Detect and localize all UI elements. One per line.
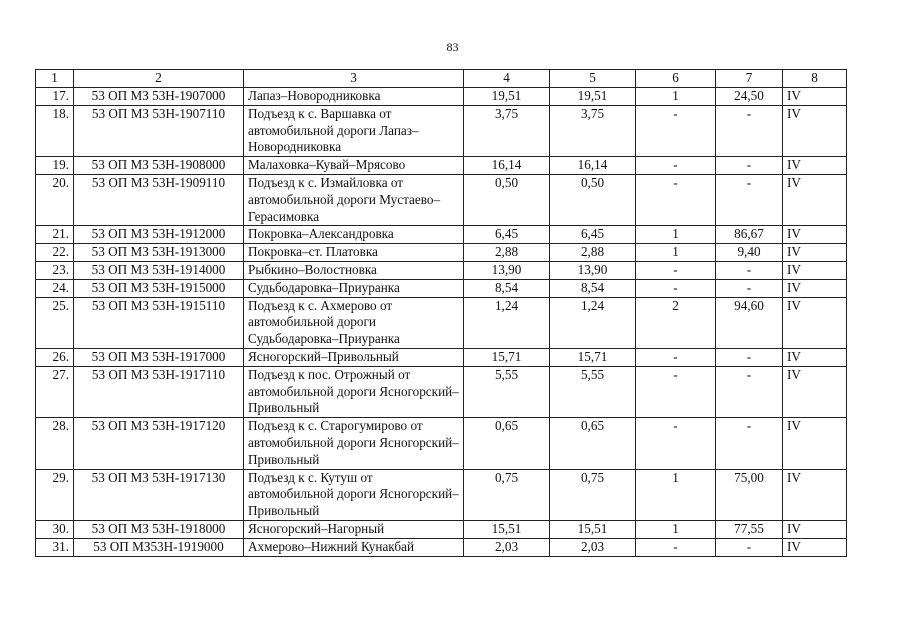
- length-regional-cell: 3,75: [550, 105, 636, 156]
- bridges-count-cell: 2: [636, 297, 716, 348]
- bridges-length-cell: 75,00: [716, 469, 783, 520]
- table-row: [36, 469, 847, 520]
- row-number-cell: 20.: [36, 174, 74, 225]
- length-regional-cell: 2,88: [550, 244, 636, 262]
- category-cell: IV: [783, 538, 847, 556]
- category-cell: IV: [783, 157, 847, 175]
- category-cell: IV: [783, 279, 847, 297]
- road-id-cell: 53 ОП МЗ 53Н-1917120: [74, 418, 244, 469]
- road-id-cell: 53 ОП МЗ 53Н-1909110: [74, 174, 244, 225]
- bridges-count-cell: -: [636, 105, 716, 156]
- row-number-cell: 30.: [36, 520, 74, 538]
- length-cell: 2,03: [464, 538, 550, 556]
- bridges-count-cell: -: [636, 157, 716, 175]
- row-number-cell: 29.: [36, 469, 74, 520]
- table-row: [36, 418, 847, 469]
- bridges-count-cell: -: [636, 279, 716, 297]
- road-name-cell: Ясногорский–Привольный: [244, 348, 464, 366]
- table-body: [36, 88, 847, 557]
- length-regional-cell: 19,51: [550, 88, 636, 106]
- category-cell: IV: [783, 244, 847, 262]
- category-cell: IV: [783, 226, 847, 244]
- table-row: [36, 157, 847, 175]
- row-number-cell: 22.: [36, 244, 74, 262]
- bridges-length-cell: 94,60: [716, 297, 783, 348]
- length-regional-cell: 8,54: [550, 279, 636, 297]
- length-regional-cell: 0,65: [550, 418, 636, 469]
- bridges-count-cell: 1: [636, 226, 716, 244]
- bridges-length-cell: -: [716, 174, 783, 225]
- road-id-cell: 53 ОП МЗ 53Н-1907000: [74, 88, 244, 106]
- column-header: 4: [464, 70, 550, 88]
- length-regional-cell: 0,50: [550, 174, 636, 225]
- road-name-cell: Малаховка–Кувай–Мрясово: [244, 157, 464, 175]
- column-header: 6: [636, 70, 716, 88]
- table-row: [36, 105, 847, 156]
- length-regional-cell: 15,71: [550, 348, 636, 366]
- row-number-cell: 17.: [36, 88, 74, 106]
- column-header: 7: [716, 70, 783, 88]
- row-number-cell: 18.: [36, 105, 74, 156]
- header-row: [36, 70, 847, 88]
- length-cell: 5,55: [464, 366, 550, 417]
- length-regional-cell: 6,45: [550, 226, 636, 244]
- table-row: [36, 520, 847, 538]
- row-number-cell: 26.: [36, 348, 74, 366]
- category-cell: IV: [783, 366, 847, 417]
- category-cell: IV: [783, 348, 847, 366]
- road-name-cell: Подъезд к с. Старогумирово от автомобильной дороги Ясногорский–Привольный: [244, 418, 464, 469]
- length-regional-cell: 2,03: [550, 538, 636, 556]
- road-id-cell: 53 ОП МЗ 53Н-1915110: [74, 297, 244, 348]
- bridges-count-cell: 1: [636, 469, 716, 520]
- bridges-length-cell: -: [716, 279, 783, 297]
- category-cell: IV: [783, 174, 847, 225]
- bridges-length-cell: 24,50: [716, 88, 783, 106]
- bridges-length-cell: -: [716, 157, 783, 175]
- column-header: 2: [74, 70, 244, 88]
- length-cell: 8,54: [464, 279, 550, 297]
- length-regional-cell: 0,75: [550, 469, 636, 520]
- table-row: [36, 348, 847, 366]
- bridges-count-cell: -: [636, 418, 716, 469]
- length-cell: 1,24: [464, 297, 550, 348]
- bridges-count-cell: -: [636, 366, 716, 417]
- length-cell: 2,88: [464, 244, 550, 262]
- length-cell: 15,71: [464, 348, 550, 366]
- row-number-cell: 31.: [36, 538, 74, 556]
- length-cell: 16,14: [464, 157, 550, 175]
- bridges-count-cell: 1: [636, 520, 716, 538]
- road-id-cell: 53 ОП МЗ 53Н-1918000: [74, 520, 244, 538]
- length-cell: 19,51: [464, 88, 550, 106]
- bridges-count-cell: -: [636, 538, 716, 556]
- column-header: 3: [244, 70, 464, 88]
- row-number-cell: 21.: [36, 226, 74, 244]
- road-id-cell: 53 ОП МЗ 53Н-1915000: [74, 279, 244, 297]
- road-id-cell: 53 ОП МЗ 53Н-1913000: [74, 244, 244, 262]
- road-id-cell: 53 ОП МЗ 53Н-1917130: [74, 469, 244, 520]
- length-cell: 0,75: [464, 469, 550, 520]
- road-name-cell: Рыбкино–Волостновка: [244, 261, 464, 279]
- roads-table: [35, 69, 847, 557]
- bridges-count-cell: -: [636, 261, 716, 279]
- row-number-cell: 19.: [36, 157, 74, 175]
- bridges-count-cell: -: [636, 348, 716, 366]
- category-cell: IV: [783, 297, 847, 348]
- row-number-cell: 28.: [36, 418, 74, 469]
- road-id-cell: 53 ОП МЗ 53Н-1912000: [74, 226, 244, 244]
- road-id-cell: 53 ОП МЗ 53Н-1908000: [74, 157, 244, 175]
- bridges-length-cell: -: [716, 418, 783, 469]
- row-number-cell: 27.: [36, 366, 74, 417]
- length-regional-cell: 1,24: [550, 297, 636, 348]
- road-name-cell: Подъезд к с. Измайловка от автомобильной дороги Мустаево–Герасимовка: [244, 174, 464, 225]
- road-name-cell: Подъезд к с. Кутуш от автомобильной дороги Ясногорский–Привольный: [244, 469, 464, 520]
- table-row: [36, 244, 847, 262]
- bridges-length-cell: -: [716, 105, 783, 156]
- page-number: 83: [446, 40, 459, 54]
- road-id-cell: 53 ОП МЗ 53Н-1914000: [74, 261, 244, 279]
- road-id-cell: 53 ОП МЗ 53Н-1907110: [74, 105, 244, 156]
- road-name-cell: Ясногорский–Нагорный: [244, 520, 464, 538]
- bridges-length-cell: -: [716, 538, 783, 556]
- bridges-length-cell: 9,40: [716, 244, 783, 262]
- length-cell: 6,45: [464, 226, 550, 244]
- road-name-cell: Судьбодаровка–Приуранка: [244, 279, 464, 297]
- road-name-cell: Подъезд к с. Ахмерово от автомобильной дороги Судьбодаровка–Приуранка: [244, 297, 464, 348]
- table-row: [36, 226, 847, 244]
- road-name-cell: Подъезд к с. Варшавка от автомобильной дороги Лапаз–Новородниковка: [244, 105, 464, 156]
- table-row: [36, 174, 847, 225]
- road-id-cell: 53 ОП МЗ53Н-1919000: [74, 538, 244, 556]
- table-row: [36, 297, 847, 348]
- category-cell: IV: [783, 469, 847, 520]
- bridges-length-cell: -: [716, 261, 783, 279]
- category-cell: IV: [783, 88, 847, 106]
- road-name-cell: Покровка–ст. Платовка: [244, 244, 464, 262]
- row-number-cell: 24.: [36, 279, 74, 297]
- length-cell: 15,51: [464, 520, 550, 538]
- length-regional-cell: 13,90: [550, 261, 636, 279]
- table-row: [36, 279, 847, 297]
- road-name-cell: Ахмерово–Нижний Кунакбай: [244, 538, 464, 556]
- column-header: 8: [783, 70, 847, 88]
- column-header: 5: [550, 70, 636, 88]
- road-name-cell: Подъезд к пос. Отрожный от автомобильной дороги Ясногорский–Привольный: [244, 366, 464, 417]
- length-cell: 13,90: [464, 261, 550, 279]
- length-cell: 3,75: [464, 105, 550, 156]
- table-row: [36, 261, 847, 279]
- bridges-count-cell: -: [636, 174, 716, 225]
- length-regional-cell: 5,55: [550, 366, 636, 417]
- table-row: [36, 538, 847, 556]
- length-cell: 0,50: [464, 174, 550, 225]
- row-number-cell: 25.: [36, 297, 74, 348]
- column-header: 1: [36, 70, 74, 88]
- bridges-length-cell: -: [716, 366, 783, 417]
- category-cell: IV: [783, 261, 847, 279]
- category-cell: IV: [783, 520, 847, 538]
- row-number-cell: 23.: [36, 261, 74, 279]
- bridges-length-cell: 86,67: [716, 226, 783, 244]
- road-id-cell: 53 ОП МЗ 53Н-1917110: [74, 366, 244, 417]
- bridges-length-cell: 77,55: [716, 520, 783, 538]
- road-id-cell: 53 ОП МЗ 53Н-1917000: [74, 348, 244, 366]
- table-row: [36, 366, 847, 417]
- bridges-count-cell: 1: [636, 244, 716, 262]
- length-regional-cell: 15,51: [550, 520, 636, 538]
- category-cell: IV: [783, 418, 847, 469]
- length-cell: 0,65: [464, 418, 550, 469]
- category-cell: IV: [783, 105, 847, 156]
- road-name-cell: Лапаз–Новородниковка: [244, 88, 464, 106]
- table-row: [36, 88, 847, 106]
- road-name-cell: Покровка–Александровка: [244, 226, 464, 244]
- bridges-length-cell: -: [716, 348, 783, 366]
- bridges-count-cell: 1: [636, 88, 716, 106]
- length-regional-cell: 16,14: [550, 157, 636, 175]
